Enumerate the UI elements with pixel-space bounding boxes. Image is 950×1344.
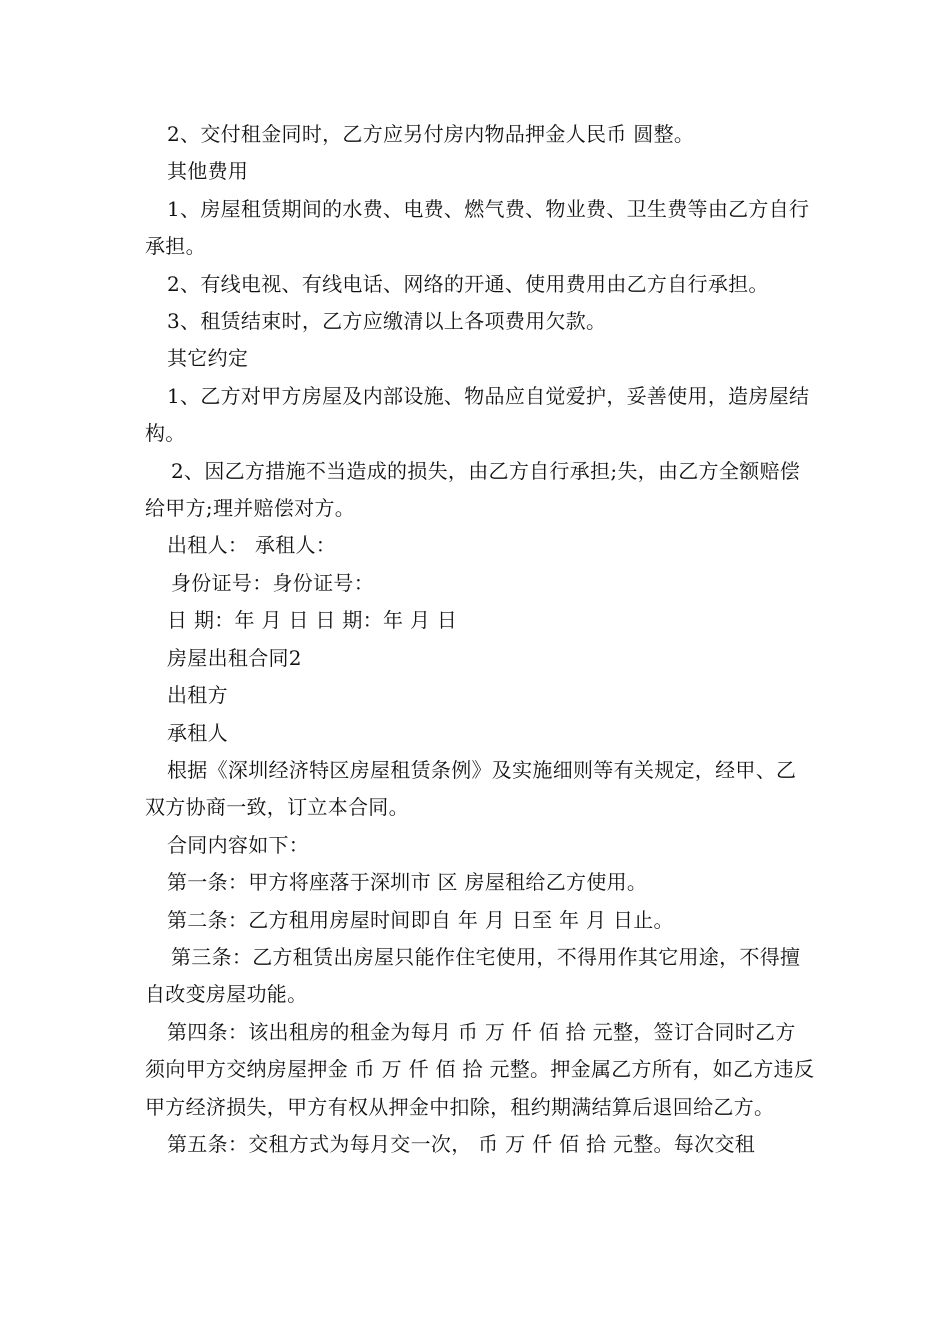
paragraph-cable-network: 2、有线电视、有线电话、网络的开通、使用费用由乙方自行承担。 <box>167 271 769 296</box>
article-4: 第四条：该出租房的租金为每月 币 万 仟 佰 拾 元整，签订合同时乙方须向甲方交纳房屋押金 币 万 仟 佰 拾 元整。押金属乙方所有，如乙方违反甲方经济损失，甲方有权从押金中扣除，租约期满结算后退回给乙方。 <box>145 1019 815 1119</box>
lessee-label: 承租人 <box>167 720 228 745</box>
paragraph-basis: 根据《深圳经济特区房屋租赁条例》及实施细则等有关规定，经甲、乙双方协商一致，订立本合同。 <box>145 757 797 820</box>
article-5: 第五条：交租方式为每月交一次， 币 万 仟 佰 拾 元整。每次交租 <box>167 1131 756 1156</box>
article-1: 第一条：甲方将座落于深圳市 区 房屋租给乙方使用。 <box>167 870 648 895</box>
lessor-label: 出租方 <box>167 683 228 708</box>
article-2: 第二条：乙方租用房屋时间即自 年 月 日至 年 月 日止。 <box>167 907 674 932</box>
contract-content-heading: 合同内容如下： <box>167 832 310 857</box>
paragraph-settle-fees: 3、租赁结束时，乙方应缴清以上各项费用欠款。 <box>167 309 607 334</box>
heading-other-fees: 其他费用 <box>167 159 249 184</box>
paragraph-deposit: 2、交付租金同时，乙方应另付房内物品押金人民币 圆整。 <box>167 122 695 146</box>
signature-id-numbers: 身份证号：身份证号： <box>171 570 374 595</box>
signature-parties: 出租人： 承租人： <box>167 533 337 558</box>
paragraph-damage-compensation: 2、因乙方措施不当造成的损失，由乙方自行承担;失，由乙方全额赔偿给甲方;理并赔偿对方。 <box>145 458 801 521</box>
signature-dates: 日 期：年 月 日 日 期：年 月 日 <box>167 608 458 633</box>
paragraph-care-property: 1、乙方对甲方房屋及内部设施、物品应自觉爱护，妥善使用，造房屋结构。 <box>145 383 810 446</box>
contract-title-2: 房屋出租合同2 <box>167 645 302 670</box>
article-3: 第三条：乙方租赁出房屋只能作住宅使用，不得用作其它用途，不得擅自改变房屋功能。 <box>145 944 801 1007</box>
paragraph-utilities: 1、房屋租赁期间的水费、电费、燃气费、物业费、卫生费等由乙方自行承担。 <box>145 196 810 259</box>
heading-other-agreements: 其它约定 <box>167 346 249 371</box>
document-body <box>145 116 815 1163</box>
